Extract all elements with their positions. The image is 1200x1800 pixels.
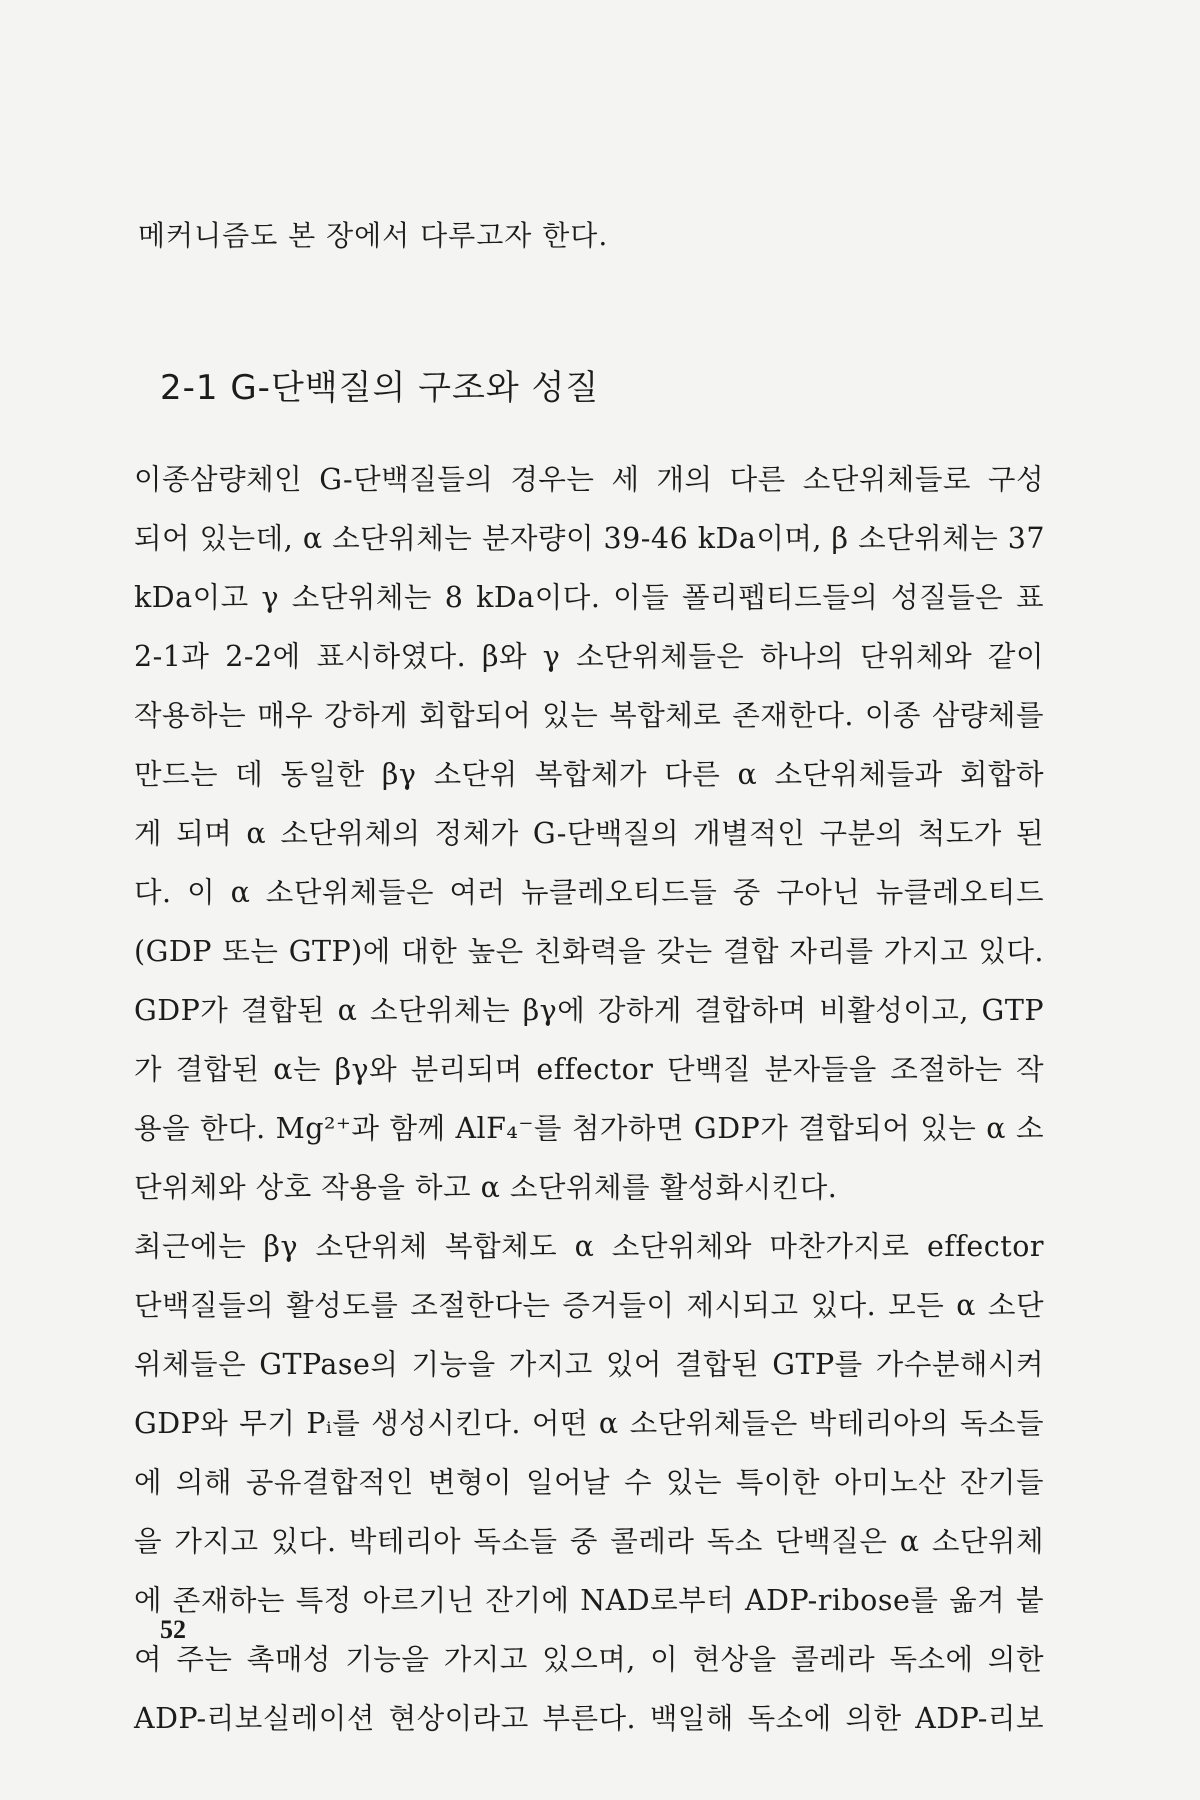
body-text xyxy=(134,450,1044,1748)
body-line: 만드는 데 동일한 βγ 소단위 복합체가 다른 α 소단위체들과 회합하 xyxy=(134,758,1044,791)
section-title: 2-1 G-단백질의 구조와 성질 xyxy=(160,368,600,408)
body-line: 단위체와 상호 작용을 하고 α 소단위체를 활성화시킨다. xyxy=(134,1171,838,1204)
body-line: 가 결합된 α는 βγ와 분리되며 effector 단백질 분자들을 조절하는 작 xyxy=(134,1053,1044,1086)
body-line: (GDP 또는 GTP)에 대한 높은 친화력을 갖는 결합 자리를 가지고 있다. xyxy=(134,935,1044,968)
body-line: 을 가지고 있다. 박테리아 독소들 중 콜레라 독소 단백질은 α 소단위체 xyxy=(134,1525,1044,1558)
body-line: 되어 있는데, α 소단위체는 분자량이 39-46 kDa이며, β 소단위체는 37 xyxy=(134,522,1046,555)
body-line: 용을 한다. Mg²⁺과 함께 AlF₄⁻를 첨가하면 GDP가 결합되어 있는 α 소 xyxy=(134,1112,1044,1145)
body-line: 위체들은 GTPase의 기능을 가지고 있어 결합된 GTP를 가수분해시켜 xyxy=(134,1348,1044,1381)
body-line: GDP와 무기 Pᵢ를 생성시킨다. 어떤 α 소단위체들은 박테리아의 독소들 xyxy=(134,1407,1044,1440)
body-line: 에 존재하는 특정 아르기닌 잔기에 NAD로부터 ADP-ribose를 옮겨 붙 xyxy=(134,1584,1044,1617)
body-line: 2-1과 2-2에 표시하였다. β와 γ 소단위체들은 하나의 단위체와 같이 xyxy=(134,640,1044,673)
body-line: 게 되며 α 소단위체의 정체가 G-단백질의 개별적인 구분의 척도가 된 xyxy=(134,817,1044,850)
body-line: ADP-리보실레이션 현상이라고 부른다. 백일해 독소에 의한 ADP-리보 xyxy=(134,1702,1044,1735)
body-line: 여 주는 촉매성 기능을 가지고 있으며, 이 현상을 콜레라 독소에 의한 xyxy=(134,1643,1044,1676)
body-line: 에 의해 공유결합적인 변형이 일어날 수 있는 특이한 아미노산 잔기들 xyxy=(134,1466,1044,1499)
body-line: GDP가 결합된 α 소단위체는 βγ에 강하게 결합하며 비활성이고, GTP xyxy=(134,994,1044,1027)
body-line: kDa이고 γ 소단위체는 8 kDa이다. 이들 폴리펩티드들의 성질들은 표 xyxy=(134,581,1044,614)
body-line: 단백질들의 활성도를 조절한다는 증거들이 제시되고 있다. 모든 α 소단 xyxy=(134,1289,1044,1322)
body-line: 이종삼량체인 G-단백질들의 경우는 세 개의 다른 소단위체들로 구성 xyxy=(134,463,1044,496)
body-line: 다. 이 α 소단위체들은 여러 뉴클레오티드들 중 구아닌 뉴클레오티드 xyxy=(134,876,1044,909)
body-line: 최근에는 βγ 소단위체 복합체도 α 소단위체와 마찬가지로 effector xyxy=(134,1230,1044,1263)
intro-line: 메커니즘도 본 장에서 다루고자 한다. xyxy=(138,219,609,252)
body-line: 작용하는 매우 강하게 회합되어 있는 복합체로 존재한다. 이종 삼량체를 xyxy=(134,699,1044,732)
page-number: 52 xyxy=(160,1615,186,1644)
